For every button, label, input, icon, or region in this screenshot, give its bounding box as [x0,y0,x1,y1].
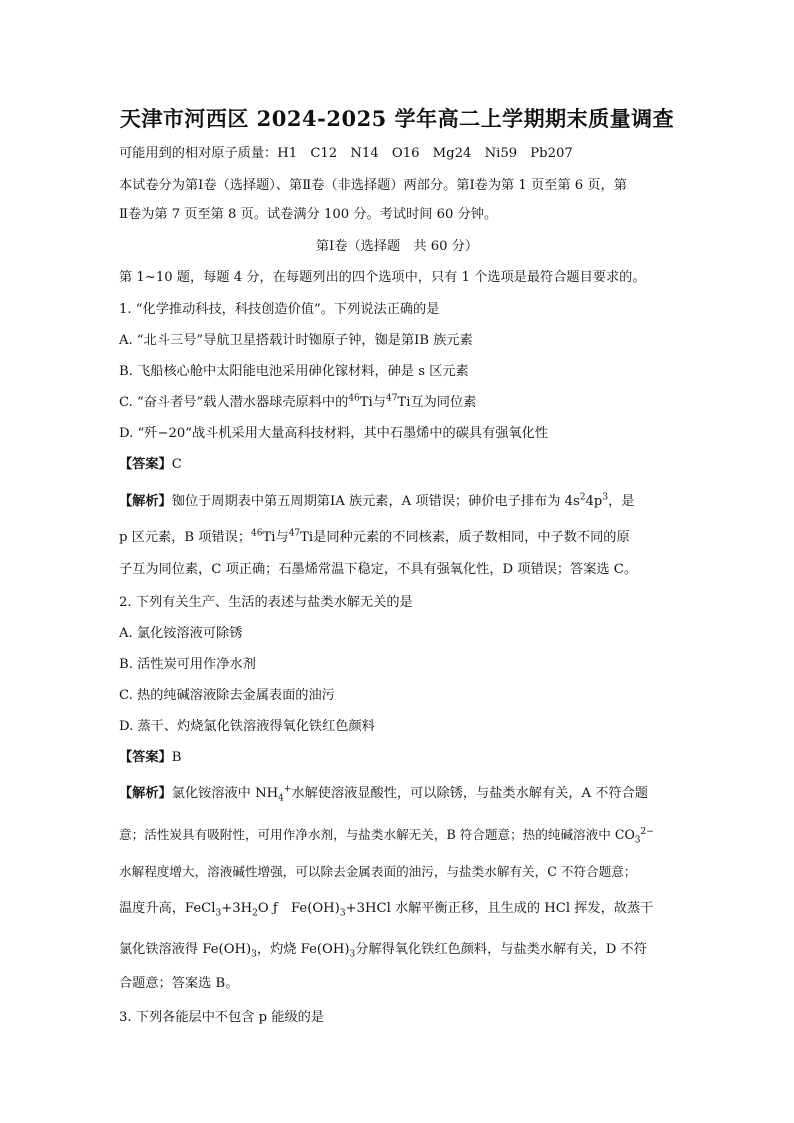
q2-analysis-sub-4: 4 [278,793,284,804]
q1-option-c-mid: 与 [372,395,386,410]
q1-ti-symbol-1: Ti [359,395,373,410]
atomic-masses-line: 可能用到的相对原子质量：H1 C12 N14 O16 Mg24 Ni59 Pb207 [119,146,573,161]
q2-analysis-text-4b: +3H [221,901,253,916]
q2-analysis-label: 【解析】 [119,786,172,801]
q1-analysis-text-1c: ，是 [608,494,635,509]
q1-analysis-label: 【解析】 [119,494,172,509]
q2-answer-value: B [171,750,182,765]
q1-option-c [119,393,476,413]
q2-analysis-sub-3: 3 [634,835,641,846]
q1-option-d: D. “歼−20”战斗机采用大量高科技材料，其中石墨烯中的碳具有强氧化性 [119,426,549,441]
q1-stem: 1. “化学推动科技，科技创造价值”。下列说法正确的是 [119,302,440,317]
q2-answer [119,748,181,768]
q2-analysis-text-4c: O ƒ Fe(OH) [257,901,340,916]
q2-analysis-text-1a: 氯化铵溶液中 NH [171,786,279,801]
q1-option-a: A. “北斗三号”导航卫星搭载计时铷原子钟，铷是第ⅠB 族元素 [119,333,473,348]
q2-analysis-line-5 [119,940,647,960]
q1-analysis-sup-s: 2 [579,492,586,503]
q2-analysis-sub-oh3: 3 [339,908,346,919]
page-title: 天津市河西区 2024-2025 学年高二上学期期末质量调查 [119,106,675,131]
q2-stem: 2. 下列有关生产、生活的表述与盐类水解无关的是 [119,595,413,610]
q3-stem: 3. 下列各能层中不包含 p 能级的是 [119,1010,325,1025]
q2-analysis-sup-plus: + [283,784,292,795]
q2-analysis-line-2 [119,825,654,845]
q2-option-d: D. 蒸干、灼烧氯化铁溶液得氧化铁红色颜料 [119,719,375,734]
q2-answer-label: 【答案】 [119,750,172,765]
q1-option-c-post: 互为同位素 [410,395,477,410]
q1-analysis-sup-47: 47 [288,528,301,539]
q2-analysis-text-5a: 氯化铁溶液得 Fe(OH) [119,942,252,957]
q1-analysis-text-1b: 4p [585,494,603,509]
q1-analysis-text-2a: p 区元素，B 项错误； [119,530,252,545]
q2-option-b: B. 活性炭可用作净水剂 [119,657,256,672]
q2-analysis-sub-cl3: 3 [215,908,222,919]
q2-analysis-sub-oh3-a: 3 [251,949,257,960]
q1-analysis-sup-46: 46 [251,528,263,539]
section1-instructions: 第 1~10 题，每题 4 分，在每题列出的四个选项中，只有 1 个选项是最符合题目要求的。 [119,270,646,285]
q1-option-c-pre: C. “奋斗者号”载人潜水器球壳原料中的 [119,395,349,410]
q1-option-b: B. 飞船核心舱中太阳能电池采用砷化镓材料，砷是 s 区元素 [119,364,469,379]
q1-analysis-line-2 [119,528,630,548]
q1-ti-symbol-2: Ti [397,395,411,410]
section1-title: 第Ⅰ卷（选择题 共 60 分） [315,239,479,254]
q2-analysis-text-4d: +3HCl 水解平衡正移，且生成的 HCl 挥发，故蒸干 [345,901,654,916]
q2-analysis-text-4a: 温度升高，FeCl [119,901,216,916]
q1-answer [119,455,182,475]
q2-analysis-line-3: 水解程度增大，溶液碱性增强，可以除去金属表面的油污，与盐类水解有关，C 不符合题意； [119,864,637,879]
intro-line-1: 本试卷分为第Ⅰ卷（选择题）、第Ⅱ卷（非选择题）两部分。第Ⅰ卷为第 1 页至第 6 页，第 [119,178,627,193]
q1-analysis-text-1a: 铷位于周期表中第五周期第ⅠA 族元素，A 项错误；砷价电子排布为 4s [171,494,580,509]
q2-analysis-sup-2minus: 2− [640,826,654,837]
q1-analysis-line-3: 子互为同位素，C 项正确；石墨烯常温下稳定，不具有强氧化性，D 项错误；答案选 C。 [119,562,638,577]
q2-analysis-text-2a: 意；活性炭具有吸附性，可用作净水剂，与盐类水解无关，B 符合题意；热的纯碱溶液中 CO [119,827,635,842]
q2-option-a: A. 氯化铵溶液可除锈 [119,626,243,641]
q2-analysis-sub-oh3-b: 3 [349,949,356,960]
q1-analysis-sup-p: 3 [602,492,609,503]
q1-answer-value: C [171,457,182,472]
q1-isotope-mass-47: 47 [385,393,398,404]
q2-analysis-sub-h2: 2 [252,908,258,919]
q1-analysis-text-mid: 与 [275,530,289,545]
q2-analysis-line-4 [119,899,653,919]
q2-option-c: C. 热的纯碱溶液除去金属表面的油污 [119,688,335,703]
intro-line-2: Ⅱ卷为第 7 页至第 8 页。试卷满分 100 分。考试时间 60 分钟。 [119,207,498,222]
q1-analysis-text-2b: 是同种元素的不同核素，质子数相同，中子数不同的原 [313,530,630,545]
q1-analysis-ti-1: Ti [262,530,276,545]
q1-analysis-line-1 [119,492,635,512]
q1-answer-label: 【答案】 [119,457,172,472]
q2-analysis-text-5c: 分解得氧化铁红色颜料，与盐类水解有关，D 不符 [355,942,647,957]
q2-analysis-text-1b: 水解使溶液显酸性，可以除锈，与盐类水解有关，A 不符合题 [291,786,648,801]
q2-analysis-line-6: 合题意；答案选 B。 [119,976,239,991]
q1-isotope-mass-46: 46 [348,393,360,404]
q1-analysis-ti-2: Ti [300,530,314,545]
q2-analysis-text-5b: ，灼烧 Fe(OH) [256,942,350,957]
q2-analysis-line-1 [119,784,648,804]
